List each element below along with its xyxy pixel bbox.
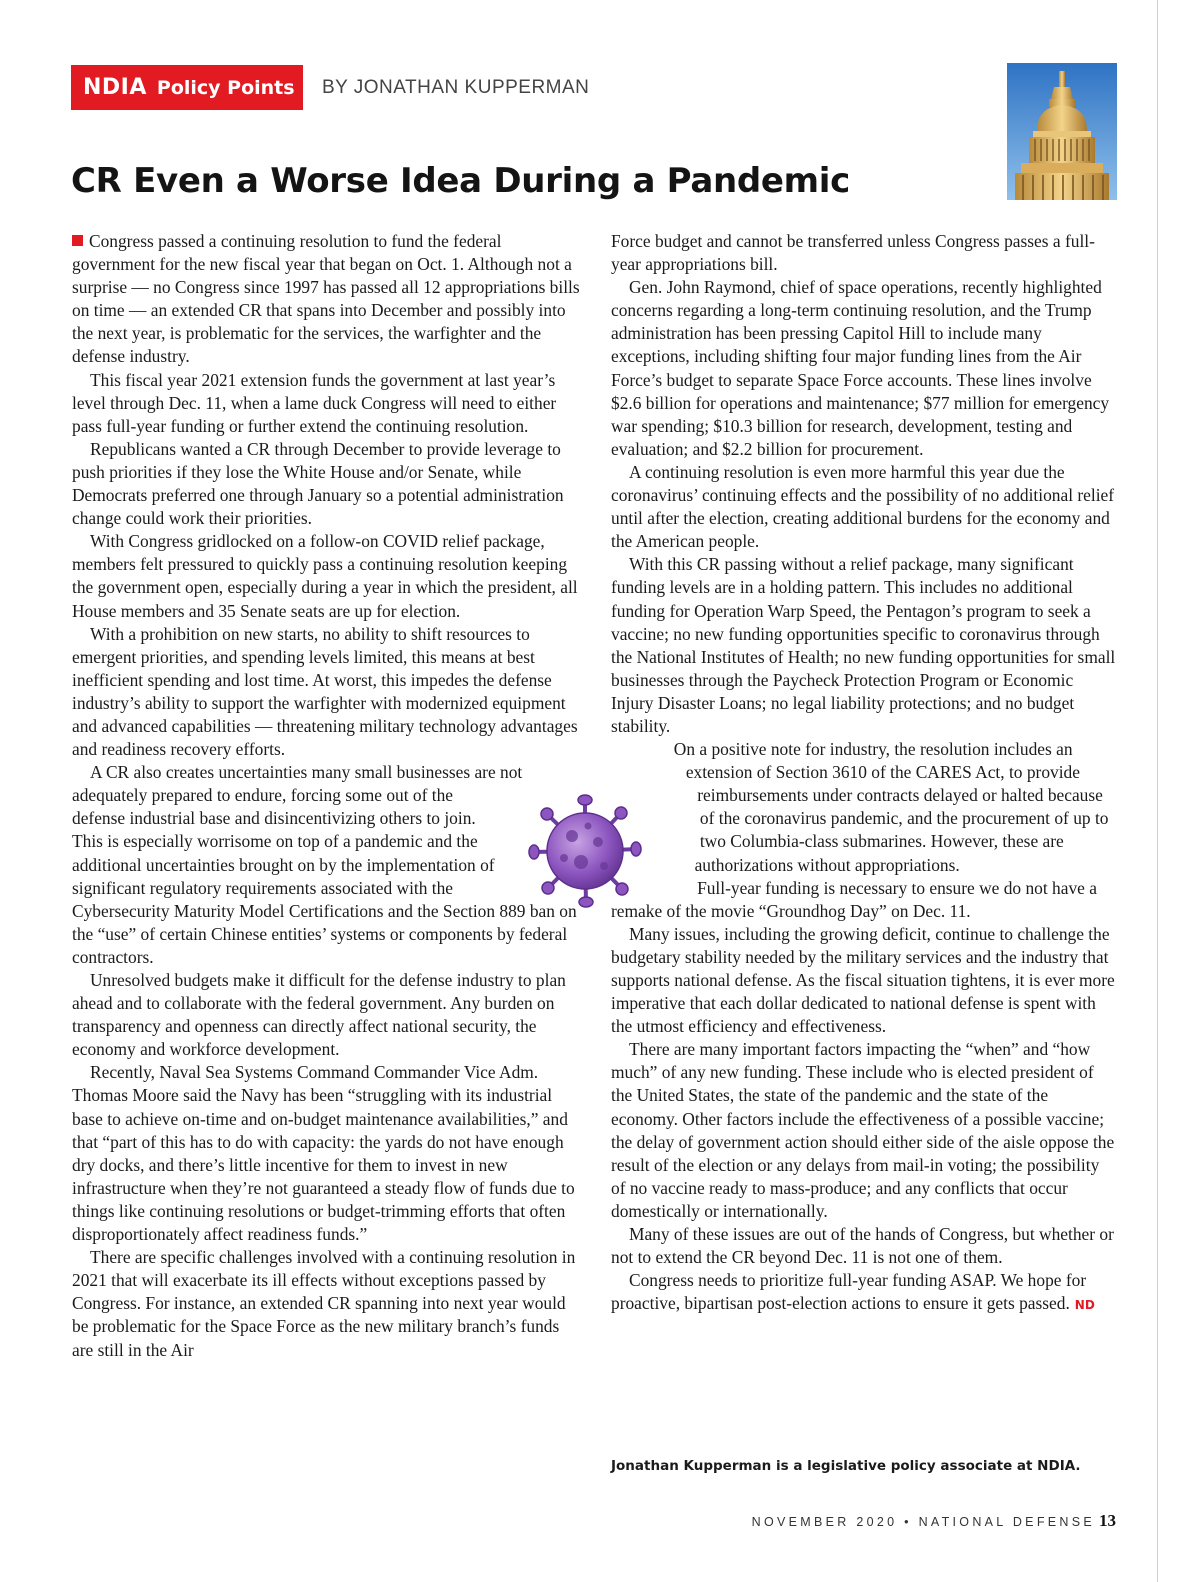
paragraph: This fiscal year 2021 extension funds the government at last year’s level through Dec. 11, when a lame duck Congress will need to either pass full-year funding or further extend the continuing resolution. [72, 369, 557, 436]
paragraph: There are many important factors impacting the “when” and “how much” of any new funding. These include who is elected president of the United States, the state of the pandemic and the state of the economy. Other factors include the effectiveness of a possible vaccine; the delay of government action should either side of the aisle oppose the result of the election or any delays from mail-in voting; the possibility of no vaccine ready to mass-produce; and any conflicts that occur domestically or internationally. [611, 1039, 1115, 1221]
article-column-2 [611, 230, 1118, 1317]
paragraph: There are specific challenges involved with a continuing resolution in 2021 that will exacerbate its ill effects without exceptions passed by Congress. For instance, an extended CR spanning into next year would be problematic for the Space Force as the new military branch’s funds are still in the Air [72, 1247, 576, 1360]
paragraph: Recently, Naval Sea Systems Command Commander Vice Adm. Thomas Moore said the Navy has been “struggling with its industrial base to achieve on-time and on-budget maintenance availabilities,” and that “part of this has to do with capacity: the yards do not have enough dry docks, and there’s little incentive for them to invest in new infrastructure when they’re not guaranteed a steady flow of funds due to things like continuing resolutions or budget-trimming efforts that often disproportionately affect readiness funds.” [72, 1062, 575, 1245]
author-bio: Jonathan Kupperman is a legislative policy associate at NDIA. [611, 1458, 1081, 1474]
paragraph: Unresolved budgets make it difficult for the defense industry to plan ahead and to collaborate with the federal government. Any burden on transparency and openness can directly affect national security, the economy and workforce development. [72, 970, 566, 1060]
paragraph: With this CR passing without a relief package, many significant funding levels are in a holding pattern. This includes no additional funding for Operation Warp Speed, the Pentagon’s program to seek a vaccine; no new funding opportunities specific to coronavirus through the National Institutes of Health; no new funding opportunities for small businesses through the Paycheck Protection Program or Economic Injury Disaster Loans; no legal liability protections; and no budget stability. [611, 554, 1116, 736]
paragraph: Congress needs to prioritize full-year funding ASAP. We hope for proactive, bipartisan post-election actions to ensure it gets passed. ND [611, 1270, 1095, 1314]
paragraph: Congress passed a continuing resolution to fund the federal government for the new fiscal year that began on Oct. 1. Although not a surprise — no Congress since 1997 has passed all 12 appropriations bills on time — an extended CR that spans into December and possibly into the next year, is problematic for the services, the warfighter and the defense industry. [72, 231, 580, 367]
section-label: Policy Points [156, 76, 295, 99]
headline: CR Even a Worse Idea During a Pandemic [71, 161, 851, 201]
paragraph: A continuing resolution is even more harmful this year due the coronavirus’ continuing effects and the possibility of no additional relief until after the election, creating additional burdens for the economy and the American people. [611, 461, 1115, 552]
paragraph: Gen. John Raymond, chief of space operations, recently highlighted concerns regarding a long-term continuing resolution, and the Trump administration has been pressing Capitol Hill to include many exceptions, including shifting four major funding lines from the Air Force’s budget to separate Space Force accounts. These lines involve $2.6 billion for operations and maintenance; $77 million for emergency war spending; $10.3 billion for research, development, testing and evaluation; and $2.2 billion for procurement. [611, 277, 1110, 459]
paragraph: With Congress gridlocked on a follow-on COVID relief package, members felt pressured to quickly pass a continuing resolution keeping the government open, especially during a year in which the president, all House members and 35 Senate seats are up for election. [72, 531, 578, 621]
end-mark: ND [1074, 1298, 1095, 1313]
paragraph: Force budget and cannot be transferred unless Congress passes a full-year appropriations bill. [611, 231, 1095, 275]
issue-info: NOVEMBER 2020 • NATIONAL DEFENSE [751, 1515, 1095, 1529]
page-footer [752, 1511, 1116, 1531]
paragraph: Many issues, including the growing deficit, continue to challenge the budgetary stability needed by the military services and the industry that supports national defense. As the fiscal situation tightens, it is ever more imperative that each dollar dedicated to national defense is spent with the utmost efficiency and effectiveness. [611, 923, 1115, 1037]
page-number: 13 [1099, 1511, 1116, 1530]
article-column-1 [72, 230, 580, 1362]
paragraph: Many of these issues are out of the hands of Congress, but whether or not to extend the CR beyond Dec. 11 is not one of them. [611, 1224, 1114, 1268]
byline: BY JONATHAN KUPPERMAN [322, 77, 590, 98]
paragraph: With a prohibition on new starts, no ability to shift resources to emergent priorities, and spending levels limited, this means at best inefficient spending and lost time. At worst, this impedes the defense industry’s ability to support the warfighter with modernized equipment and advanced capabilities — threatening military technology advantages and readiness recovery efforts. [72, 623, 578, 760]
paragraph: Full-year funding is necessary to ensure we do not have a remake of the movie “Groundhog Day” on Dec. 11. [611, 877, 1097, 921]
page-edge-rule [1157, 0, 1158, 1582]
section-marker-icon [72, 235, 83, 246]
capitol-dome-image [1007, 63, 1117, 200]
coronavirus-icon [526, 792, 644, 910]
paragraph: Republicans wanted a CR through December to provide leverage to push priorities if they lose the White House and/or Senate, while Democrats preferred one through January so a potential administration change could work their priorities. [72, 438, 564, 529]
ndia-logo: NDIA [83, 75, 147, 100]
section-badge [71, 65, 303, 110]
paragraph: On a positive note for industry, the resolution includes an extension of Section 3610 of the CARES Act, to provide reimbursements under contracts delayed or halted because of the coronavirus pandemic, and the procurement of up to two Columbia-class submarines. However, these are authorizations without appropriations. [673, 739, 1109, 875]
paragraph: A CR also creates uncertainties many small businesses are not adequately prepared to endure, forcing some out of the defense industrial base and disincentivizing others to join. This is especially worrisome on top of a pandemic and the additional uncertainties brought on by the implementation of significant regulatory requirements associated with the Cybersecurity Maturity Model Certifications and the Section 889 ban on the “use” of certain Chinese entities’ systems or components by federal contractors. [72, 762, 577, 967]
